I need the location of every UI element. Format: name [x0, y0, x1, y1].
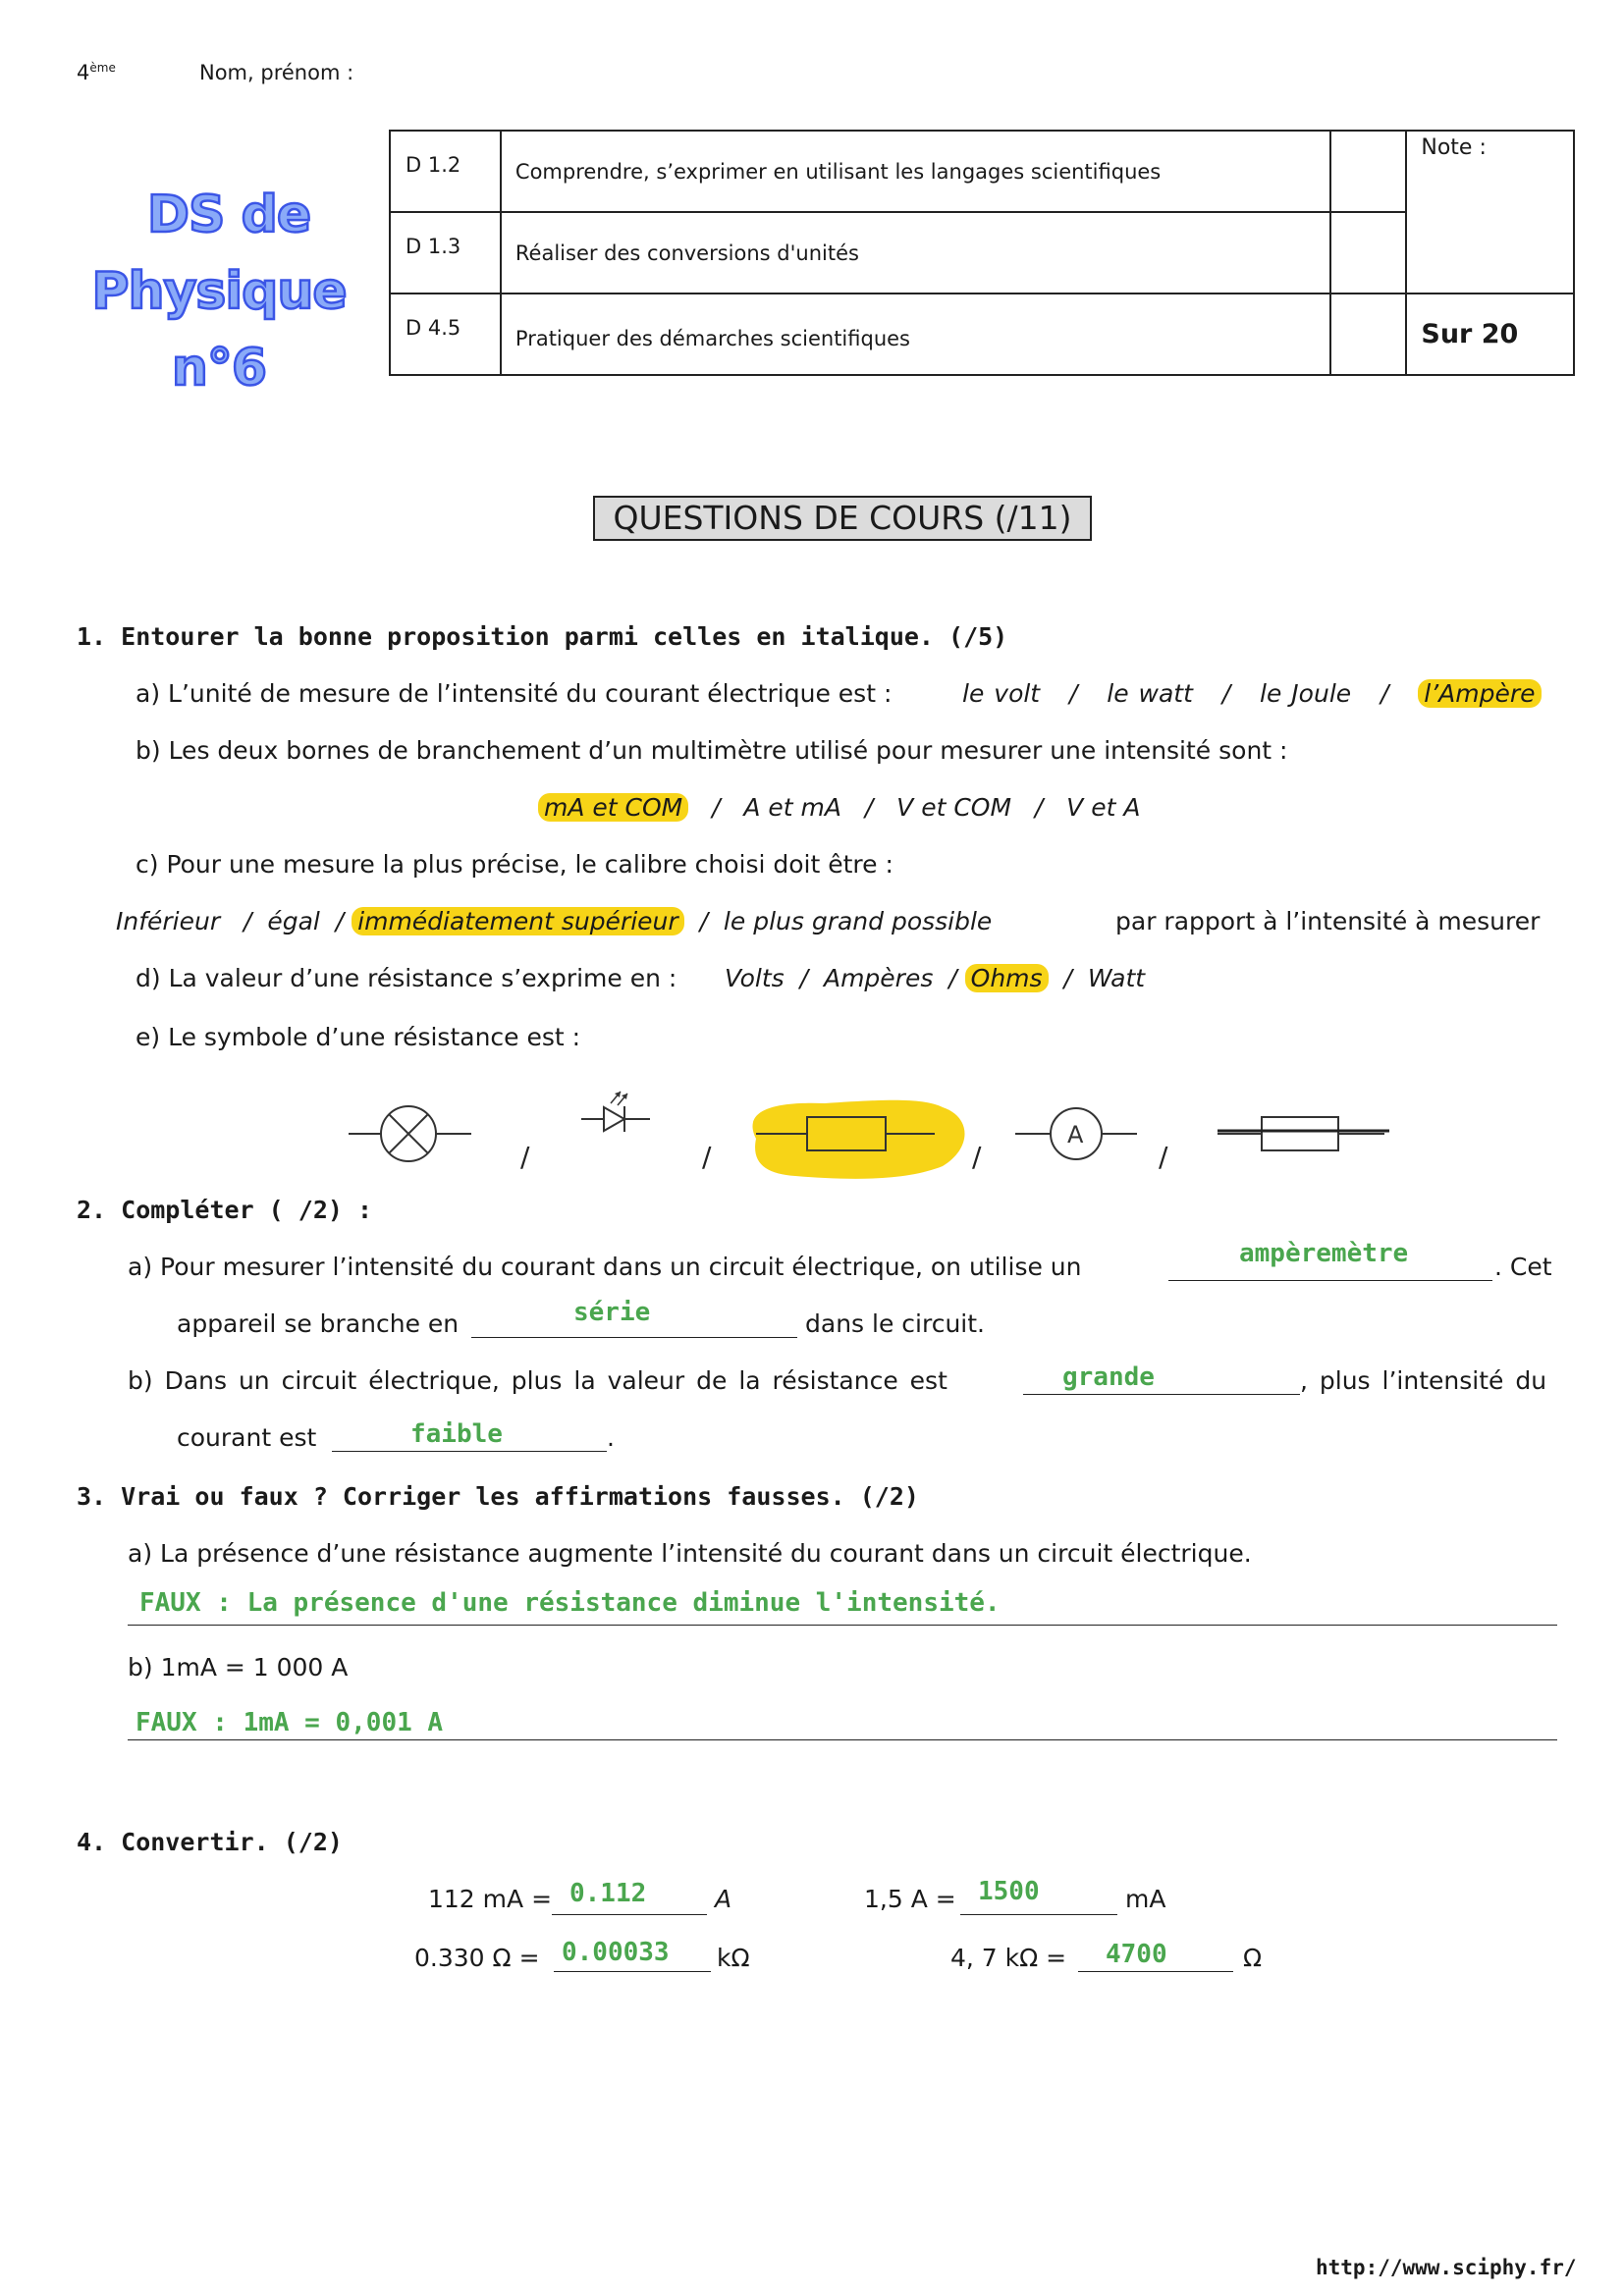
logo-line-1: DS de [146, 186, 311, 244]
sur-cell [1406, 294, 1574, 375]
q2b-answer1: grande [1062, 1362, 1155, 1392]
competence-label: Réaliser des conversions d'unités [501, 212, 1330, 294]
q1d-options: Volts / Ampères / Ohms / Watt [725, 964, 1146, 992]
footer-url[interactable]: http://www.sciphy.fr/ [1316, 2256, 1577, 2279]
option[interactable]: V et A [1066, 793, 1141, 822]
separator: / [972, 1141, 982, 1173]
conv4-blank[interactable] [1078, 1971, 1233, 1972]
led-symbol[interactable] [581, 1092, 650, 1132]
option-selected[interactable]: Ohms [965, 964, 1049, 992]
option-selected[interactable]: mA et COM [538, 793, 688, 822]
q2b-line1: b) Dans un circuit électrique, plus la valeur de la résistance est [128, 1366, 947, 1395]
q1b-text: b) Les deux bornes de branchement d’un multimètre utilisé pour mesurer une intensité sont : [135, 736, 1288, 765]
q2b-line2: courant est [177, 1423, 317, 1452]
grade-label: 4ème [77, 61, 116, 84]
competence-label: Comprendre, s’exprimer en utilisant les langages scientifiques [501, 131, 1330, 212]
q1b-options: mA et COM / A et mA / V et COM / V et A [538, 793, 1140, 822]
q2b-blank1[interactable] [1023, 1394, 1300, 1395]
option[interactable]: Ampères [823, 964, 934, 992]
q2a-answer1: ampèremètre [1239, 1239, 1409, 1268]
competences-table [389, 130, 1575, 376]
ammeter-letter: A [1067, 1121, 1084, 1148]
option-selected[interactable]: l’Ampère [1418, 679, 1541, 708]
sur-label: Sur 20 [1421, 319, 1519, 349]
conv1-label: 112 mA = [428, 1885, 553, 1913]
option[interactable]: le volt [962, 679, 1041, 708]
q2a-answer2: série [573, 1298, 651, 1327]
conv2-answer: 1500 [978, 1877, 1040, 1906]
option[interactable]: A et mA [743, 793, 842, 822]
competence-code: D 1.3 [390, 212, 501, 294]
q3a-answer-line[interactable] [128, 1625, 1557, 1626]
option[interactable]: le watt [1107, 679, 1193, 708]
section-title: QUESTIONS DE COURS (/11) [593, 496, 1092, 541]
conv2-unit: mA [1125, 1885, 1166, 1913]
conv2-label: 1,5 A = [864, 1885, 956, 1913]
separator: / [520, 1141, 530, 1173]
conv3-answer: 0.00033 [562, 1938, 670, 1967]
q1c-options: Inférieur / égal / immédiatement supérieur / le plus grand possible [116, 907, 993, 935]
option[interactable]: égal [267, 907, 320, 935]
separator: / [702, 1141, 712, 1173]
mark-box[interactable] [1330, 294, 1406, 375]
conv3-unit: kΩ [717, 1944, 750, 1972]
conv1-blank[interactable] [552, 1914, 707, 1915]
q1c-text: c) Pour une mesure la plus précise, le calibre choisi doit être : [135, 850, 893, 879]
option[interactable]: V et COM [896, 793, 1012, 822]
resistor-crossed-symbol[interactable] [1218, 1117, 1389, 1150]
q1a-text: a) L’unité de mesure de l’intensité du courant électrique est : [135, 679, 893, 708]
ammeter-symbol[interactable] [1015, 1108, 1137, 1159]
mark-box[interactable] [1330, 212, 1406, 294]
competence-code: D 4.5 [390, 294, 501, 375]
conv4-answer: 4700 [1106, 1940, 1167, 1969]
lamp-symbol[interactable] [349, 1106, 471, 1161]
q1e-text: e) Le symbole d’une résistance est : [135, 1023, 581, 1051]
q2a-line1: a) Pour mesurer l’intensité du courant dans un circuit électrique, on utilise un [128, 1253, 1082, 1281]
q3b-answer: FAUX : 1mA = 0,001 A [135, 1708, 444, 1737]
q2a-blank2[interactable] [471, 1337, 797, 1338]
mark-box[interactable] [1330, 131, 1406, 212]
conv4-unit: Ω [1243, 1944, 1263, 1972]
q1-title: 1. Entourer la bonne proposition parmi celles en italique. (/5) [77, 622, 1008, 651]
q2-title: 2. Compléter ( /2) : [77, 1196, 373, 1224]
conv3-blank[interactable] [554, 1971, 711, 1972]
q2b-blank2[interactable] [332, 1451, 607, 1452]
q2a-line2-post: dans le circuit. [805, 1309, 985, 1338]
q2a-line2: appareil se branche en [177, 1309, 460, 1338]
option[interactable]: Volts [725, 964, 785, 992]
q2a-blank1[interactable] [1168, 1280, 1492, 1281]
q1a-options: le volt / le watt / le Joule / l’Ampère [962, 679, 1542, 708]
q3b-text: b) 1mA = 1 000 A [128, 1653, 349, 1682]
option[interactable]: le Joule [1260, 679, 1352, 708]
conv1-answer: 0.112 [569, 1879, 647, 1908]
conv1-unit: A [715, 1885, 732, 1913]
logo-line-2: Physique n°6 [91, 262, 347, 398]
q1d-text: d) La valeur d’une résistance s’exprime en : [135, 964, 677, 992]
q2a-line1-post: . Cet [1494, 1253, 1552, 1281]
q2b-line2-post: . [607, 1423, 615, 1452]
conv2-blank[interactable] [960, 1914, 1117, 1915]
separator: / [1159, 1141, 1168, 1173]
note-label: Note : [1421, 135, 1487, 160]
q2b-line1-post: , plus l’intensité du [1300, 1366, 1547, 1395]
competence-code: D 1.2 [390, 131, 501, 212]
symbols-row [334, 1080, 1414, 1188]
logo [77, 177, 381, 406]
conv4-label: 4, 7 kΩ = [950, 1944, 1067, 1972]
q3a-text: a) La présence d’une résistance augmente l’intensité du courant dans un circuit électrique. [128, 1539, 1252, 1568]
name-label: Nom, prénom : [199, 61, 354, 84]
resistor-symbol-selected[interactable] [752, 1100, 964, 1179]
q3b-answer-line[interactable] [128, 1739, 1557, 1740]
competence-label: Pratiquer des démarches scientifiques [501, 294, 1330, 375]
note-cell [1406, 131, 1574, 294]
option[interactable]: le plus grand possible [723, 907, 993, 935]
option[interactable]: Inférieur [116, 907, 221, 935]
conv3-label: 0.330 Ω = [414, 1944, 540, 1972]
q3-title: 3. Vrai ou faux ? Corriger les affirmations fausses. (/2) [77, 1482, 919, 1511]
option[interactable]: Watt [1087, 964, 1146, 992]
q2b-answer2: faible [410, 1419, 503, 1449]
option-selected[interactable]: immédiatement supérieur [352, 907, 684, 935]
q4-title: 4. Convertir. (/2) [77, 1828, 343, 1856]
q3a-answer: FAUX : La présence d'une résistance diminue l'intensité. [139, 1588, 1001, 1618]
q1c-tail: par rapport à l’intensité à mesurer [1115, 907, 1541, 935]
